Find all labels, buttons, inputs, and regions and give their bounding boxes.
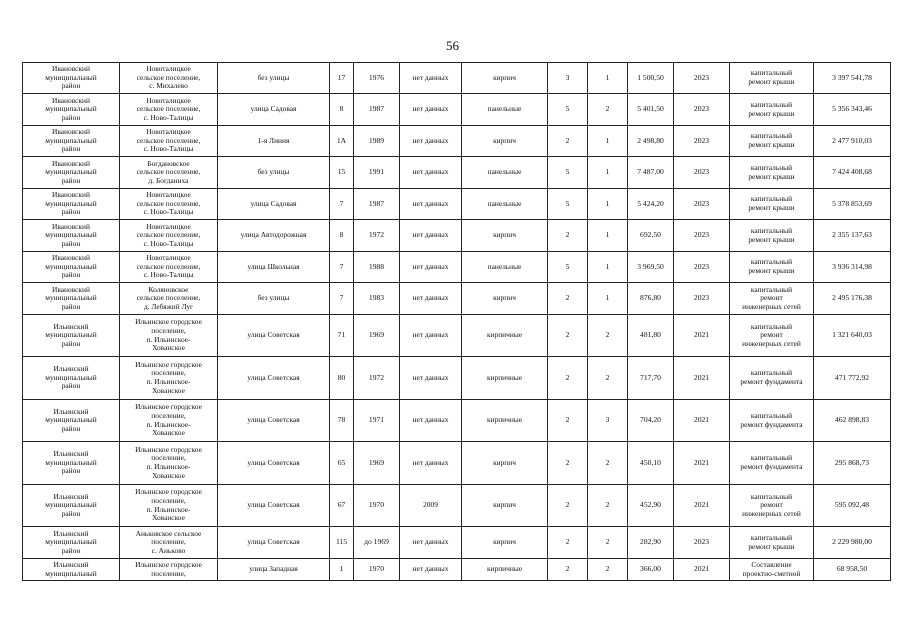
entrances-cell: 2: [588, 442, 628, 485]
house-number-cell: 1: [330, 559, 354, 581]
area-cell: 717,70: [628, 357, 674, 400]
table-row: [23, 94, 891, 126]
renovation-year-cell: нет данных: [400, 220, 462, 252]
wall-material-cell: кирпич: [462, 442, 548, 485]
table-row: [23, 527, 891, 559]
area-cell: 876,80: [628, 283, 674, 315]
street-cell: улица Западная: [218, 559, 330, 581]
floors-cell: 5: [548, 157, 588, 189]
plan-year-cell: 2021: [674, 485, 730, 527]
wall-material-cell: кирпич: [462, 126, 548, 157]
wall-material-cell: панельные: [462, 252, 548, 283]
street-cell: улица Советская: [218, 400, 330, 442]
work-type-cell: капитальный ремонт фундамента: [730, 357, 814, 400]
work-type-cell: капитальный ремонт инженерных сетей: [730, 283, 814, 315]
street-cell: улица Советская: [218, 527, 330, 559]
street-cell: без улицы: [218, 63, 330, 94]
build-year-cell: 1987: [354, 94, 400, 126]
settlement-cell: Ильинское городское поселение, п. Ильинское- Хованское: [120, 315, 218, 357]
floors-cell: 2: [548, 400, 588, 442]
plan-year-cell: 2021: [674, 442, 730, 485]
cost-cell: 595 092,48: [814, 485, 891, 527]
district-cell: Ивановский муниципальный район: [23, 220, 120, 252]
district-cell: Ивановский муниципальный район: [23, 157, 120, 189]
entrances-cell: 2: [588, 357, 628, 400]
house-number-cell: 8: [330, 94, 354, 126]
table-row: [23, 126, 891, 157]
work-type-cell: капитальный ремонт крыши: [730, 63, 814, 94]
work-type-cell: Составление проектно-сметной: [730, 559, 814, 581]
settlement-cell: Ильинское городское поселение,: [120, 559, 218, 581]
wall-material-cell: кирпичные: [462, 357, 548, 400]
settlement-cell: Новоталицкое сельское поселение, с. Ново-Талицы: [120, 94, 218, 126]
settlement-cell: Коляновское сельское поселение, д. Лебяжий Луг: [120, 283, 218, 315]
plan-year-cell: 2023: [674, 94, 730, 126]
settlement-cell: Новоталицкое сельское поселение, с. Ново-Талицы: [120, 189, 218, 220]
table-row: [23, 315, 891, 357]
district-cell: Ивановский муниципальный район: [23, 283, 120, 315]
plan-year-cell: 2023: [674, 252, 730, 283]
wall-material-cell: панельные: [462, 189, 548, 220]
table-row: [23, 157, 891, 189]
plan-year-cell: 2023: [674, 126, 730, 157]
wall-material-cell: кирпичные: [462, 315, 548, 357]
build-year-cell: 1969: [354, 442, 400, 485]
cost-cell: 462 898,83: [814, 400, 891, 442]
floors-cell: 2: [548, 442, 588, 485]
settlement-cell: Ильинское городское поселение, п. Ильинское- Хованское: [120, 485, 218, 527]
build-year-cell: 1970: [354, 559, 400, 581]
wall-material-cell: кирпич: [462, 527, 548, 559]
settlement-cell: Богдановское сельское поселение, д. Богданиха: [120, 157, 218, 189]
area-cell: 452,90: [628, 485, 674, 527]
build-year-cell: 1987: [354, 189, 400, 220]
area-cell: 3 969,50: [628, 252, 674, 283]
district-cell: Ивановский муниципальный район: [23, 252, 120, 283]
build-year-cell: до 1969: [354, 527, 400, 559]
build-year-cell: 1970: [354, 485, 400, 527]
cost-cell: 2 355 137,63: [814, 220, 891, 252]
district-cell: Ильинский муниципальный район: [23, 485, 120, 527]
entrances-cell: 1: [588, 157, 628, 189]
district-cell: Ивановский муниципальный район: [23, 189, 120, 220]
floors-cell: 2: [548, 559, 588, 581]
work-type-cell: капитальный ремонт фундамента: [730, 400, 814, 442]
entrances-cell: 2: [588, 94, 628, 126]
wall-material-cell: кирпич: [462, 220, 548, 252]
area-cell: 1 500,50: [628, 63, 674, 94]
table-row: [23, 559, 891, 581]
cost-cell: 471 772,92: [814, 357, 891, 400]
district-cell: Ильинский муниципальный район: [23, 442, 120, 485]
entrances-cell: 2: [588, 485, 628, 527]
wall-material-cell: кирпич: [462, 485, 548, 527]
renovation-year-cell: нет данных: [400, 283, 462, 315]
renovation-year-cell: нет данных: [400, 442, 462, 485]
district-cell: Ивановский муниципальный район: [23, 94, 120, 126]
area-cell: 692,50: [628, 220, 674, 252]
renovation-year-cell: нет данных: [400, 126, 462, 157]
build-year-cell: 1983: [354, 283, 400, 315]
street-cell: улица Советская: [218, 485, 330, 527]
district-cell: Ильинский муниципальный район: [23, 357, 120, 400]
district-cell: Ильинский муниципальный район: [23, 315, 120, 357]
floors-cell: 2: [548, 220, 588, 252]
entrances-cell: 2: [588, 559, 628, 581]
build-year-cell: 1991: [354, 157, 400, 189]
entrances-cell: 1: [588, 63, 628, 94]
table-row: [23, 189, 891, 220]
entrances-cell: 1: [588, 220, 628, 252]
street-cell: улица Садовая: [218, 94, 330, 126]
floors-cell: 5: [548, 94, 588, 126]
district-cell: Ильинский муниципальный: [23, 559, 120, 581]
cost-cell: 2 477 910,03: [814, 126, 891, 157]
wall-material-cell: кирпичные: [462, 400, 548, 442]
table-row: [23, 485, 891, 527]
renovation-year-cell: нет данных: [400, 94, 462, 126]
cost-cell: 5 378 853,69: [814, 189, 891, 220]
house-number-cell: 17: [330, 63, 354, 94]
table-row: [23, 283, 891, 315]
district-cell: Ильинский муниципальный район: [23, 527, 120, 559]
plan-year-cell: 2023: [674, 527, 730, 559]
area-cell: 704,20: [628, 400, 674, 442]
settlement-cell: Новоталицкое сельское поселение, с. Михалево: [120, 63, 218, 94]
cost-cell: 3 397 541,78: [814, 63, 891, 94]
renovation-year-cell: 2009: [400, 485, 462, 527]
house-number-cell: 78: [330, 400, 354, 442]
floors-cell: 2: [548, 357, 588, 400]
plan-year-cell: 2023: [674, 63, 730, 94]
renovation-year-cell: нет данных: [400, 189, 462, 220]
plan-year-cell: 2023: [674, 283, 730, 315]
work-type-cell: капитальный ремонт крыши: [730, 189, 814, 220]
house-number-cell: 71: [330, 315, 354, 357]
house-number-cell: 7: [330, 283, 354, 315]
floors-cell: 2: [548, 126, 588, 157]
plan-year-cell: 2021: [674, 357, 730, 400]
street-cell: без улицы: [218, 157, 330, 189]
area-cell: 282,90: [628, 527, 674, 559]
settlement-cell: Новоталицкое сельское поселение, с. Ново-Талицы: [120, 126, 218, 157]
table-row: [23, 442, 891, 485]
cost-cell: 5 356 343,46: [814, 94, 891, 126]
floors-cell: 2: [548, 527, 588, 559]
plan-year-cell: 2021: [674, 315, 730, 357]
table-row: [23, 63, 891, 94]
work-type-cell: капитальный ремонт фундамента: [730, 442, 814, 485]
cost-cell: 2 495 176,38: [814, 283, 891, 315]
page-number: 56: [446, 38, 459, 53]
floors-cell: 5: [548, 189, 588, 220]
area-cell: 366,00: [628, 559, 674, 581]
street-cell: улица Садовая: [218, 189, 330, 220]
entrances-cell: 1: [588, 189, 628, 220]
district-cell: Ивановский муниципальный район: [23, 126, 120, 157]
work-type-cell: капитальный ремонт крыши: [730, 252, 814, 283]
house-number-cell: 7: [330, 189, 354, 220]
housing-repair-table: [22, 62, 891, 581]
entrances-cell: 2: [588, 527, 628, 559]
settlement-cell: Ильинское городское поселение, п. Ильинское- Хованское: [120, 357, 218, 400]
area-cell: 5 401,50: [628, 94, 674, 126]
plan-year-cell: 2023: [674, 189, 730, 220]
house-number-cell: 7: [330, 252, 354, 283]
house-number-cell: 15: [330, 157, 354, 189]
wall-material-cell: кирпичные: [462, 559, 548, 581]
work-type-cell: капитальный ремонт крыши: [730, 126, 814, 157]
build-year-cell: 1976: [354, 63, 400, 94]
house-number-cell: 1А: [330, 126, 354, 157]
wall-material-cell: кирпич: [462, 283, 548, 315]
build-year-cell: 1971: [354, 400, 400, 442]
house-number-cell: 115: [330, 527, 354, 559]
work-type-cell: капитальный ремонт крыши: [730, 157, 814, 189]
plan-year-cell: 2021: [674, 400, 730, 442]
floors-cell: 2: [548, 315, 588, 357]
street-cell: 1-я Линия: [218, 126, 330, 157]
renovation-year-cell: нет данных: [400, 252, 462, 283]
district-cell: Ивановский муниципальный район: [23, 63, 120, 94]
floors-cell: 2: [548, 283, 588, 315]
settlement-cell: Ильинское городское поселение, п. Ильинское- Хованское: [120, 442, 218, 485]
table-row: [23, 357, 891, 400]
work-type-cell: капитальный ремонт крыши: [730, 527, 814, 559]
wall-material-cell: панельные: [462, 157, 548, 189]
floors-cell: 5: [548, 252, 588, 283]
cost-cell: 295 868,73: [814, 442, 891, 485]
work-type-cell: капитальный ремонт крыши: [730, 220, 814, 252]
house-number-cell: 67: [330, 485, 354, 527]
renovation-year-cell: нет данных: [400, 559, 462, 581]
street-cell: улица Школьная: [218, 252, 330, 283]
cost-cell: 2 229 980,00: [814, 527, 891, 559]
area-cell: 2 498,80: [628, 126, 674, 157]
area-cell: 7 487,00: [628, 157, 674, 189]
settlement-cell: Новоталицкое сельское поселение, с. Ново-Талицы: [120, 220, 218, 252]
floors-cell: 2: [548, 485, 588, 527]
house-number-cell: 65: [330, 442, 354, 485]
entrances-cell: 1: [588, 283, 628, 315]
settlement-cell: Ильинское городское поселение, п. Ильинское- Хованское: [120, 400, 218, 442]
build-year-cell: 1969: [354, 315, 400, 357]
area-cell: 450,10: [628, 442, 674, 485]
plan-year-cell: 2023: [674, 220, 730, 252]
plan-year-cell: 2023: [674, 157, 730, 189]
street-cell: улица Автодорожная: [218, 220, 330, 252]
district-cell: Ильинский муниципальный район: [23, 400, 120, 442]
build-year-cell: 1972: [354, 220, 400, 252]
cost-cell: 7 424 408,68: [814, 157, 891, 189]
street-cell: без улицы: [218, 283, 330, 315]
work-type-cell: капитальный ремонт крыши: [730, 94, 814, 126]
plan-year-cell: 2021: [674, 559, 730, 581]
area-cell: 5 424,20: [628, 189, 674, 220]
renovation-year-cell: нет данных: [400, 357, 462, 400]
work-type-cell: капитальный ремонт инженерных сетей: [730, 485, 814, 527]
table-row: [23, 252, 891, 283]
table-row: [23, 220, 891, 252]
area-cell: 481,80: [628, 315, 674, 357]
entrances-cell: 1: [588, 126, 628, 157]
build-year-cell: 1972: [354, 357, 400, 400]
renovation-year-cell: нет данных: [400, 527, 462, 559]
renovation-year-cell: нет данных: [400, 63, 462, 94]
entrances-cell: 1: [588, 252, 628, 283]
wall-material-cell: кирпич: [462, 63, 548, 94]
renovation-year-cell: нет данных: [400, 315, 462, 357]
street-cell: улица Советская: [218, 442, 330, 485]
entrances-cell: 2: [588, 315, 628, 357]
work-type-cell: капитальный ремонт инженерных сетей: [730, 315, 814, 357]
wall-material-cell: панельные: [462, 94, 548, 126]
build-year-cell: 1989: [354, 126, 400, 157]
settlement-cell: Новоталицкое сельское поселение, с. Ново-Талицы: [120, 252, 218, 283]
street-cell: улица Советская: [218, 357, 330, 400]
table-row: [23, 400, 891, 442]
street-cell: улица Советская: [218, 315, 330, 357]
cost-cell: 1 321 640,03: [814, 315, 891, 357]
house-number-cell: 8: [330, 220, 354, 252]
cost-cell: 3 936 314,98: [814, 252, 891, 283]
floors-cell: 3: [548, 63, 588, 94]
house-number-cell: 80: [330, 357, 354, 400]
entrances-cell: 3: [588, 400, 628, 442]
renovation-year-cell: нет данных: [400, 157, 462, 189]
cost-cell: 68 958,50: [814, 559, 891, 581]
settlement-cell: Аньковское сельское поселение, с. Аньково: [120, 527, 218, 559]
build-year-cell: 1988: [354, 252, 400, 283]
renovation-year-cell: нет данных: [400, 400, 462, 442]
